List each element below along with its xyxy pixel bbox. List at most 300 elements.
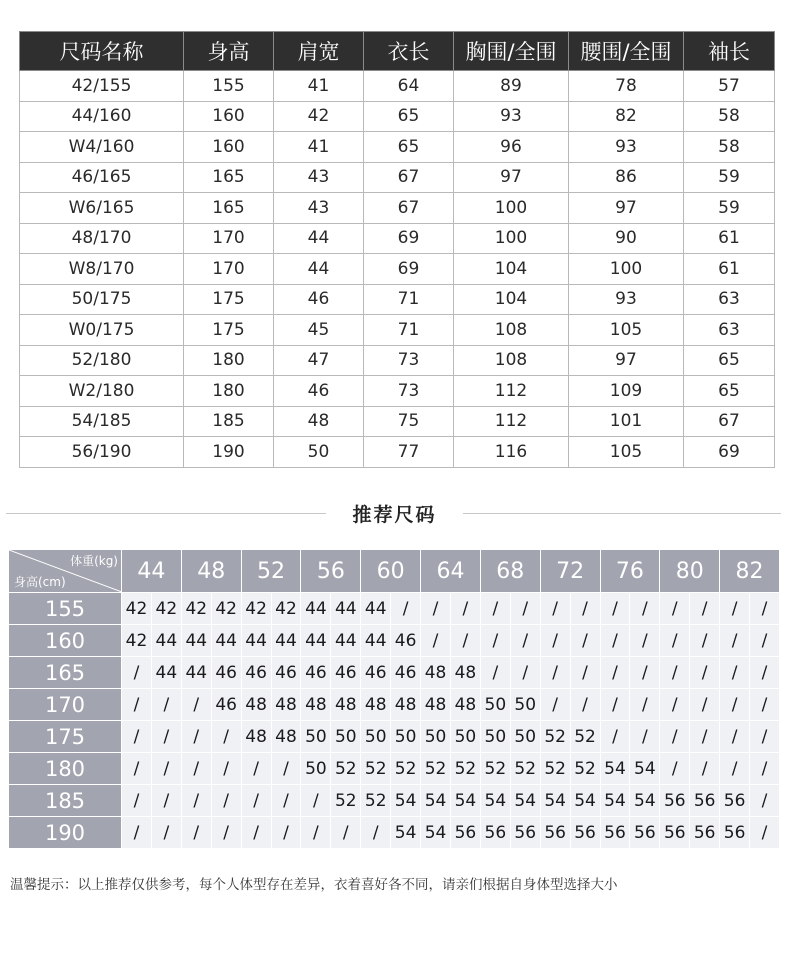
recommended-size-cell: 44 [301, 625, 331, 657]
size-cell: 63 [684, 315, 775, 346]
recommended-size-cell: / [480, 625, 510, 657]
recommended-size-cell: / [750, 657, 780, 689]
size-cell: W4/160 [20, 132, 184, 163]
recommended-size-cell: / [271, 785, 301, 817]
table-row [20, 284, 775, 315]
recommended-size-cell: 56 [720, 817, 750, 849]
table-row [9, 817, 780, 849]
size-header-cell: 袖长 [684, 32, 775, 71]
recommended-size-cell: / [211, 817, 241, 849]
height-row-header: 155 [9, 593, 122, 625]
size-cell: 160 [184, 101, 274, 132]
table-row [20, 254, 775, 285]
recommended-size-cell: 56 [720, 785, 750, 817]
recommended-size-cell: / [690, 593, 720, 625]
recommended-size-cell: / [271, 817, 301, 849]
size-cell: 71 [364, 284, 454, 315]
section-title-text: 推荐尺码 [352, 504, 437, 526]
size-header-cell: 身高 [184, 32, 274, 71]
recommended-size-cell: 50 [391, 721, 421, 753]
recommended-size-cell: / [750, 753, 780, 785]
recommended-size-cell: / [630, 689, 660, 721]
size-cell: 190 [184, 437, 274, 468]
recommended-size-cell: 42 [181, 593, 211, 625]
recommended-size-cell: / [271, 753, 301, 785]
size-cell: 108 [454, 315, 569, 346]
recommended-size-cell: 48 [241, 721, 271, 753]
recommended-size-cell: 50 [450, 721, 480, 753]
size-cell: 44 [274, 254, 364, 285]
recommended-size-cell: 56 [510, 817, 540, 849]
recommended-size-cell: / [151, 817, 181, 849]
recommended-size-cell: / [151, 689, 181, 721]
size-cell: 43 [274, 162, 364, 193]
recommended-size-cell: / [690, 689, 720, 721]
size-cell: 112 [454, 376, 569, 407]
size-cell: 59 [684, 193, 775, 224]
recommended-size-cell: / [720, 625, 750, 657]
size-cell: 45 [274, 315, 364, 346]
recommended-size-cell: / [241, 785, 271, 817]
size-cell: 77 [364, 437, 454, 468]
recommended-size-cell: / [122, 785, 152, 817]
recommended-size-cell: / [750, 593, 780, 625]
recommended-size-cell: / [510, 657, 540, 689]
recommended-size-cell: / [750, 625, 780, 657]
size-cell: 58 [684, 101, 775, 132]
recommended-size-cell: 48 [421, 689, 451, 721]
recommended-size-cell: 46 [361, 657, 391, 689]
recommended-size-cell: 48 [331, 689, 361, 721]
recommended-size-cell: 48 [271, 689, 301, 721]
size-cell: 59 [684, 162, 775, 193]
size-cell: 42/155 [20, 71, 184, 102]
size-cell: 42 [274, 101, 364, 132]
recommended-size-cell: / [630, 657, 660, 689]
size-cell: 93 [454, 101, 569, 132]
size-header-cell: 尺码名称 [20, 32, 184, 71]
recommended-size-cell: / [211, 785, 241, 817]
footer-tip: 温馨提示：以上推荐仅供参考，每个人体型存在差异，衣着喜好各不同，请亲们根据自身体型选择大小 [10, 877, 618, 893]
recommended-size-cell: 44 [211, 625, 241, 657]
size-cell: 63 [684, 284, 775, 315]
weight-header-cell: 64 [421, 550, 481, 593]
recommended-size-cell: / [570, 625, 600, 657]
size-cell: 65 [684, 345, 775, 376]
recommended-size-cell: / [421, 625, 451, 657]
recommended-size-cell: / [391, 593, 421, 625]
table-row [20, 101, 775, 132]
size-cell: 44/160 [20, 101, 184, 132]
recommended-size-cell: 56 [660, 785, 690, 817]
recommended-size-cell: / [510, 593, 540, 625]
recommended-size-cell: 52 [391, 753, 421, 785]
size-cell: 93 [569, 132, 684, 163]
recommended-size-cell: / [570, 593, 600, 625]
recommended-size-cell: 48 [361, 689, 391, 721]
recommended-size-cell: 50 [480, 721, 510, 753]
size-cell: 56/190 [20, 437, 184, 468]
recommended-size-cell: / [750, 721, 780, 753]
recommended-size-cell: / [540, 657, 570, 689]
table-row [9, 785, 780, 817]
weight-header-cell: 80 [660, 550, 720, 593]
size-cell: 105 [569, 315, 684, 346]
recommended-size-cell: / [720, 689, 750, 721]
size-cell: 97 [454, 162, 569, 193]
recommended-size-cell: / [570, 657, 600, 689]
recommended-size-cell: 56 [630, 817, 660, 849]
size-cell: 50 [274, 437, 364, 468]
table-row [20, 193, 775, 224]
recommended-size-cell: / [630, 625, 660, 657]
size-cell: 96 [454, 132, 569, 163]
table-row [20, 406, 775, 437]
recommended-size-cell: 44 [361, 625, 391, 657]
corner-height-label: 身高(cm) [14, 575, 66, 589]
size-cell: 165 [184, 193, 274, 224]
section-title [0, 500, 790, 526]
recommended-size-cell: 42 [122, 593, 152, 625]
size-cell: 54/185 [20, 406, 184, 437]
size-cell: 46/165 [20, 162, 184, 193]
recommended-size-cell: 48 [241, 689, 271, 721]
size-cell: 78 [569, 71, 684, 102]
recommended-size-cell: / [510, 625, 540, 657]
size-cell: 97 [569, 193, 684, 224]
recommended-size-cell: 46 [211, 689, 241, 721]
weight-header-cell: 72 [540, 550, 600, 593]
size-cell: 109 [569, 376, 684, 407]
recommended-size-cell: 54 [421, 785, 451, 817]
recommended-size-cell: / [630, 721, 660, 753]
recommended-size-cell: 52 [480, 753, 510, 785]
recommended-size-cell: / [690, 657, 720, 689]
height-row-header: 175 [9, 721, 122, 753]
size-cell: W8/170 [20, 254, 184, 285]
recommended-size-cell: / [720, 593, 750, 625]
height-row-header: 190 [9, 817, 122, 849]
size-cell: 93 [569, 284, 684, 315]
recommended-size-cell: 52 [540, 753, 570, 785]
table-row [20, 376, 775, 407]
recommended-size-cell: 44 [151, 625, 181, 657]
size-cell: 105 [569, 437, 684, 468]
recommended-size-cell: / [600, 625, 630, 657]
corner-header [9, 550, 122, 593]
recommended-size-cell: 56 [660, 817, 690, 849]
recommended-size-cell: 44 [151, 657, 181, 689]
recommended-size-cell: 46 [331, 657, 361, 689]
size-cell: 112 [454, 406, 569, 437]
recommended-size-cell: / [720, 657, 750, 689]
table-row [9, 593, 780, 625]
recommended-size-cell: 52 [570, 753, 600, 785]
size-header-cell: 胸围/全围 [454, 32, 569, 71]
recommended-size-cell: 56 [570, 817, 600, 849]
recommended-size-cell: 54 [391, 785, 421, 817]
recommended-size-cell: 48 [301, 689, 331, 721]
height-row-header: 170 [9, 689, 122, 721]
recommended-size-cell: 54 [630, 753, 660, 785]
recommended-size-cell: 54 [480, 785, 510, 817]
recommended-size-cell: / [600, 689, 630, 721]
size-header-cell: 腰围/全围 [569, 32, 684, 71]
recommended-size-cell: 44 [181, 625, 211, 657]
recommended-size-cell: / [690, 625, 720, 657]
size-cell: 43 [274, 193, 364, 224]
recommended-size-cell: / [122, 817, 152, 849]
recommended-size-cell: / [660, 657, 690, 689]
recommended-size-cell: 52 [361, 785, 391, 817]
size-cell: 58 [684, 132, 775, 163]
weight-header-cell: 52 [241, 550, 301, 593]
size-cell: 65 [364, 132, 454, 163]
size-cell: 165 [184, 162, 274, 193]
recommended-size-cell: 52 [361, 753, 391, 785]
size-cell: 104 [454, 254, 569, 285]
recommended-size-cell: 54 [421, 817, 451, 849]
weight-header-row [9, 550, 780, 593]
recommended-size-cell: 48 [450, 657, 480, 689]
recommended-size-cell: / [630, 593, 660, 625]
size-cell: 67 [364, 162, 454, 193]
size-cell: 160 [184, 132, 274, 163]
recommended-size-cell: 44 [271, 625, 301, 657]
weight-header-cell: 82 [720, 550, 780, 593]
divider-left [6, 513, 326, 514]
recommended-size-cell: / [600, 721, 630, 753]
recommended-size-cell: 56 [450, 817, 480, 849]
size-cell: W2/180 [20, 376, 184, 407]
size-cell: 108 [454, 345, 569, 376]
size-cell: 44 [274, 223, 364, 254]
recommended-size-cell: 42 [241, 593, 271, 625]
size-cell: W0/175 [20, 315, 184, 346]
recommended-size-cell: 50 [301, 753, 331, 785]
size-chart-table [19, 31, 775, 468]
recommended-size-cell: / [301, 785, 331, 817]
recommended-size-cell: 54 [391, 817, 421, 849]
recommended-size-cell: 44 [331, 625, 361, 657]
size-header-cell: 肩宽 [274, 32, 364, 71]
recommended-size-cell: 46 [271, 657, 301, 689]
recommended-size-cell: 44 [241, 625, 271, 657]
recommended-size-cell: 46 [211, 657, 241, 689]
recommended-size-cell: 42 [151, 593, 181, 625]
recommended-size-cell: 50 [301, 721, 331, 753]
recommended-size-cell: / [600, 593, 630, 625]
size-cell: 86 [569, 162, 684, 193]
recommended-size-cell: / [690, 753, 720, 785]
recommended-size-cell: 44 [331, 593, 361, 625]
height-row-header: 165 [9, 657, 122, 689]
recommended-size-cell: / [660, 689, 690, 721]
recommended-size-cell: / [122, 657, 152, 689]
recommended-size-cell: / [540, 593, 570, 625]
recommended-size-cell: / [151, 785, 181, 817]
size-cell: 104 [454, 284, 569, 315]
recommended-size-cell: 52 [331, 785, 361, 817]
weight-header-cell: 44 [122, 550, 182, 593]
size-cell: 47 [274, 345, 364, 376]
size-cell: 50/175 [20, 284, 184, 315]
recommended-size-cell: / [421, 593, 451, 625]
recommended-size-cell: / [122, 753, 152, 785]
size-cell: 155 [184, 71, 274, 102]
height-row-header: 160 [9, 625, 122, 657]
recommended-size-cell: 52 [331, 753, 361, 785]
size-chart-header-row [20, 32, 775, 71]
table-row [9, 625, 780, 657]
size-cell: 101 [569, 406, 684, 437]
size-cell: 73 [364, 345, 454, 376]
recommended-size-cell: / [750, 785, 780, 817]
size-cell: W6/165 [20, 193, 184, 224]
recommended-size-cell: / [720, 753, 750, 785]
recommended-size-cell: 42 [271, 593, 301, 625]
size-cell: 100 [454, 223, 569, 254]
recommended-size-cell: / [181, 817, 211, 849]
recommended-size-cell: / [211, 721, 241, 753]
recommended-size-cell: 46 [391, 625, 421, 657]
size-cell: 175 [184, 315, 274, 346]
size-cell: 73 [364, 376, 454, 407]
size-cell: 97 [569, 345, 684, 376]
recommended-size-cell: / [690, 721, 720, 753]
table-row [9, 689, 780, 721]
size-cell: 180 [184, 345, 274, 376]
size-cell: 170 [184, 254, 274, 285]
recommended-size-cell: / [122, 689, 152, 721]
recommended-size-cell: 48 [391, 689, 421, 721]
recommended-size-cell: / [750, 817, 780, 849]
recommended-size-cell: 48 [450, 689, 480, 721]
size-cell: 180 [184, 376, 274, 407]
recommended-size-cell: 52 [421, 753, 451, 785]
recommended-size-cell: 52 [510, 753, 540, 785]
recommended-size-cell: / [211, 753, 241, 785]
size-cell: 67 [684, 406, 775, 437]
recommended-size-cell: / [540, 625, 570, 657]
size-header-cell: 衣长 [364, 32, 454, 71]
recommended-size-cell: / [480, 657, 510, 689]
recommended-size-cell: 50 [331, 721, 361, 753]
recommended-size-table [8, 549, 780, 849]
size-cell: 46 [274, 376, 364, 407]
recommended-size-cell: 50 [510, 721, 540, 753]
recommended-size-cell: / [480, 593, 510, 625]
recommended-size-cell: / [600, 657, 630, 689]
size-cell: 52/180 [20, 345, 184, 376]
recommended-size-cell: 50 [361, 721, 391, 753]
table-row [20, 223, 775, 254]
recommended-size-cell: / [151, 753, 181, 785]
table-row [9, 721, 780, 753]
recommended-size-cell: / [570, 689, 600, 721]
weight-header-cell: 68 [480, 550, 540, 593]
table-row [20, 71, 775, 102]
table-row [9, 753, 780, 785]
weight-header-cell: 56 [301, 550, 361, 593]
recommended-size-cell: / [540, 689, 570, 721]
size-cell: 48 [274, 406, 364, 437]
recommended-size-cell: / [331, 817, 361, 849]
size-cell: 75 [364, 406, 454, 437]
recommended-size-cell: / [660, 753, 690, 785]
recommended-size-cell: 54 [630, 785, 660, 817]
corner-weight-label: 体重(kg) [70, 554, 118, 568]
recommended-size-cell: 56 [690, 785, 720, 817]
recommended-size-cell: / [660, 593, 690, 625]
recommended-size-cell: 42 [122, 625, 152, 657]
size-cell: 41 [274, 71, 364, 102]
table-row [20, 345, 775, 376]
recommended-size-cell: 44 [181, 657, 211, 689]
recommended-size-cell: 52 [540, 721, 570, 753]
recommended-size-cell: 46 [391, 657, 421, 689]
size-cell: 67 [364, 193, 454, 224]
recommended-size-cell: / [241, 817, 271, 849]
size-cell: 185 [184, 406, 274, 437]
recommended-size-cell: 54 [510, 785, 540, 817]
size-cell: 57 [684, 71, 775, 102]
size-cell: 100 [454, 193, 569, 224]
size-cell: 48/170 [20, 223, 184, 254]
size-cell: 41 [274, 132, 364, 163]
size-cell: 61 [684, 223, 775, 254]
recommended-size-cell: / [450, 625, 480, 657]
recommended-size-cell: 56 [600, 817, 630, 849]
recommended-size-cell: 52 [450, 753, 480, 785]
recommended-size-cell: / [660, 721, 690, 753]
recommended-size-cell: / [241, 753, 271, 785]
size-cell: 100 [569, 254, 684, 285]
recommended-size-cell: 46 [301, 657, 331, 689]
recommended-size-cell: / [122, 721, 152, 753]
size-cell: 89 [454, 71, 569, 102]
recommended-size-cell: 54 [600, 753, 630, 785]
height-row-header: 185 [9, 785, 122, 817]
recommended-size-cell: / [181, 721, 211, 753]
table-row [9, 657, 780, 689]
size-cell: 46 [274, 284, 364, 315]
height-row-header: 180 [9, 753, 122, 785]
recommended-size-cell: 54 [570, 785, 600, 817]
size-cell: 61 [684, 254, 775, 285]
recommended-size-cell: / [181, 689, 211, 721]
recommended-size-cell: 42 [211, 593, 241, 625]
size-cell: 90 [569, 223, 684, 254]
recommended-size-cell: / [660, 625, 690, 657]
table-row [20, 162, 775, 193]
recommended-size-cell: / [181, 753, 211, 785]
size-cell: 175 [184, 284, 274, 315]
recommended-size-cell: 56 [480, 817, 510, 849]
size-cell: 170 [184, 223, 274, 254]
recommended-size-cell: 56 [540, 817, 570, 849]
table-row [20, 315, 775, 346]
recommended-size-cell: 50 [510, 689, 540, 721]
recommended-size-cell: / [720, 721, 750, 753]
weight-header-cell: 60 [361, 550, 421, 593]
weight-header-cell: 48 [181, 550, 241, 593]
recommended-size-cell: 44 [301, 593, 331, 625]
recommended-size-cell: 54 [450, 785, 480, 817]
size-cell: 65 [684, 376, 775, 407]
recommended-size-cell: 44 [361, 593, 391, 625]
size-cell: 65 [364, 101, 454, 132]
